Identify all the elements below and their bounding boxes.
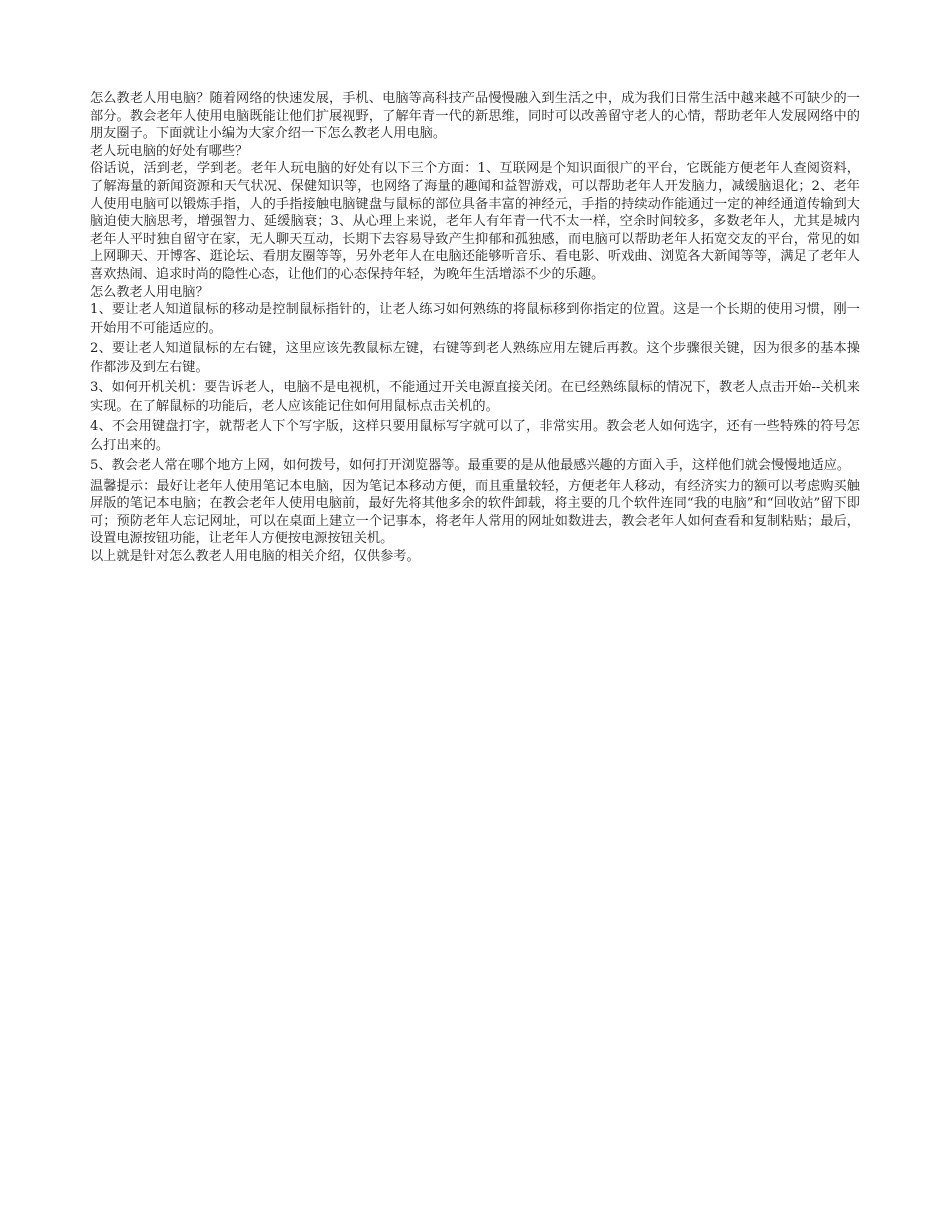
benefits-paragraph: 俗话说，活到老，学到老。老年人玩电脑的好处有以下三个方面：1、互联网是个知识面很广的平台，它既能方便老年人查阅资料，了解海量的新闻资源和天气状况、保健知识等，也网络了海量的趣闻和益智游戏，可以帮助老年人开发脑力，减缓脑退化；2、老年人使用电脑可以锻炼手指，人的手指接触电脑键盘与鼠标的部位具备丰富的神经元，手指的持续动作能通过一定的神经通道传输到大脑迫使大脑思考，增强智力、延缓脑衰；3、从心理上来说，老年人有年青一代不太一样，空余时间较多，多数老年人，尤其是城内老年人平时独自留守在家，无人聊天互动，长期下去容易导致产生抑郁和孤独感，而电脑可以帮助老年人拓宽交友的平台，常见的如上网聊天、开博客、逛论坛、看朋友圈等等，另外老年人在电脑还能够听音乐、看电影、听戏曲、浏览各大新闻等等，满足了老年人喜欢热闹、追求时尚的隐性心态，让他们的心态保持年轻，为晚年生活增添不少的乐趣。: [90, 161, 860, 282]
step-item: 3、如何开机关机：要告诉老人，电脑不是电视机，不能通过开关电源直接关闭。在已经熟练鼠标的情况下，教老人点击开始--关机来实现。在了解鼠标的功能后，老人应该能记住如何用鼠标点击关机的。: [90, 380, 860, 414]
conclusion-paragraph: 以上就是针对怎么教老人用电脑的相关介绍，仅供参考。: [90, 549, 420, 564]
intro-paragraph: 怎么教老人用电脑？随着网络的快速发展，手机、电脑等高科技产品慢慢融入到生活之中，成为我们日常生活中越来越不可缺少的一部分。教会老年人使用电脑既能让他们扩展视野，了解年青一代的新思维，同时可以改善留守老人的心情，帮助老年人发展网络中的朋友圈子。下面就让小编为大家介绍一下怎么教老人用电脑。: [90, 91, 860, 142]
heading-how-to-teach: 怎么教老人用电脑？: [90, 284, 209, 300]
step-item: 5、教会老人常在哪个地方上网，如何拨号，如何打开浏览器等。最重要的是从他最感兴趣的方面入手，这样他们就会慢慢地适应。: [90, 458, 851, 474]
step-item: 4、不会用键盘打字，就帮老人下个写字版，这样只要用鼠标写字就可以了，非常实用。教会老人如何选字，还有一些特殊的符号怎么打出来的。: [90, 419, 860, 453]
step-item: 2、要让老人知道鼠标的左右键，这里应该先教鼠标左键，右键等到老人熟练应用左键后再教。这个步骤很关键，因为很多的基本操作都涉及到左右键。: [90, 341, 860, 375]
document-body: [90, 90, 860, 566]
heading-benefits: 老人玩电脑的好处有哪些？: [90, 143, 249, 159]
step-item: 1、要让老人知道鼠标的移动是控制鼠标指针的，让老人练习如何熟练的将鼠标移到你指定的位置。这是一个长期的使用习惯，刚一开始用不可能适应的。: [90, 302, 860, 336]
tip-paragraph: 温馨提示：最好让老年人使用笔记本电脑，因为笔记本移动方便，而且重量较轻，方便老年人移动，有经济实力的额可以考虑购买触屏版的笔记本电脑；在教会老年人使用电脑前，最好先将其他多余的软件卸载，将主要的几个软件连同“我的电脑”和“回收站”留下即可；预防老年人忘记网址，可以在桌面上建立一个记事本，将老年人常用的网址如数进去，教会老年人如何查看和复制粘贴；最后，设置电源按钮功能，让老年人方便按电源按钮关机。: [90, 478, 860, 547]
